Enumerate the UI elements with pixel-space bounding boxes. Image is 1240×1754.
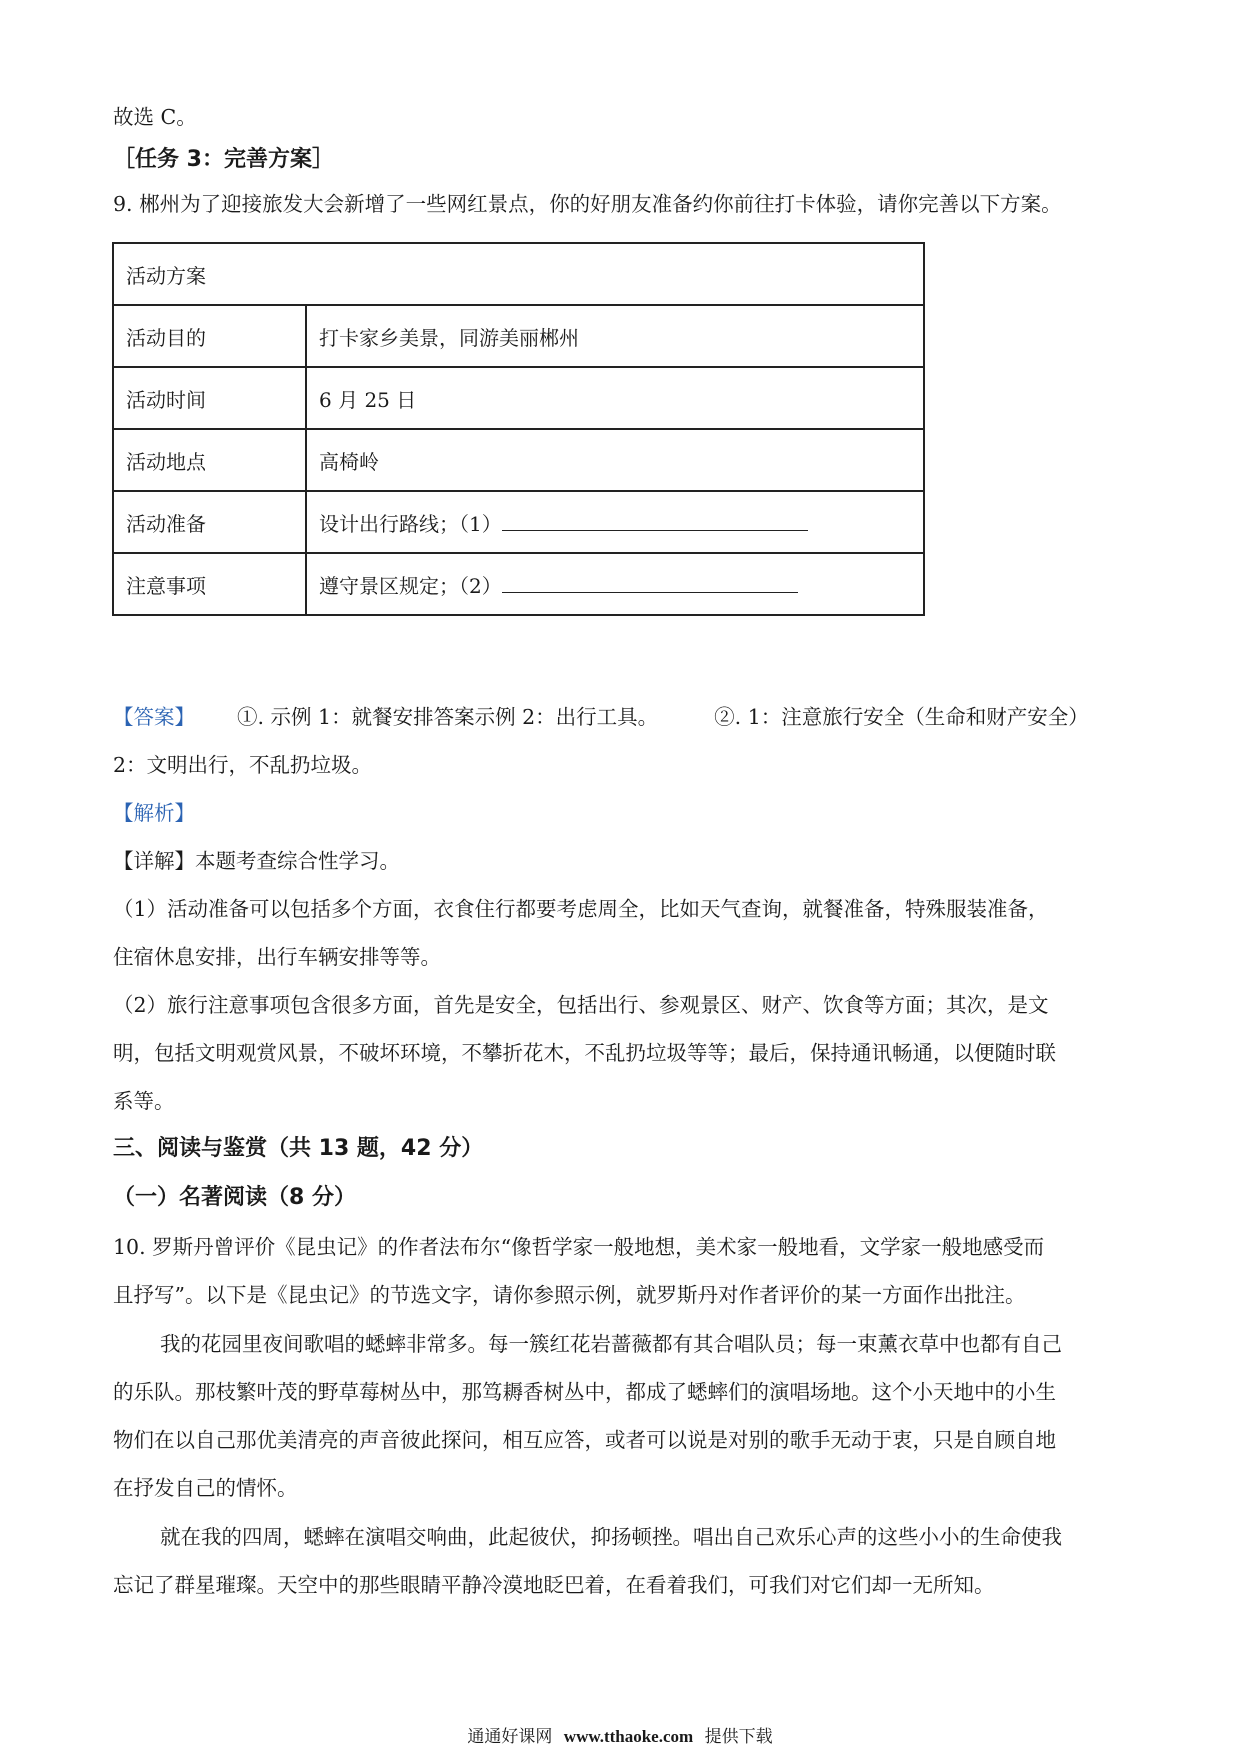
row-value: 遵守景区规定；（2） xyxy=(319,573,502,598)
analysis-p1a: （1）活动准备可以包括多个方面，衣食住行都要考虑周全，比如天气查询，就餐准备，特殊服装准备， xyxy=(113,897,1049,921)
footer-url[interactable]: www.tthaoke.com xyxy=(563,1727,694,1746)
answer-line-2: 2：文明出行，不乱扔垃圾。 xyxy=(113,753,373,777)
analysis-p2b: 明，包括文明观赏风景，不破坏环境，不攀折花木，不乱扔垃圾等等；最后，保持通讯畅通，以便随时联 xyxy=(113,1041,1056,1065)
row-value: 高椅岭 xyxy=(306,429,924,491)
row-label: 注意事项 xyxy=(113,553,306,615)
table-row xyxy=(113,429,924,491)
analysis-p2a: （2）旅行注意事项包含很多方面，首先是安全，包括出行、参观景区、财产、饮食等方面；其次，是文 xyxy=(113,993,1049,1017)
row-label: 活动地点 xyxy=(113,429,306,491)
row-label: 活动准备 xyxy=(113,491,306,553)
table-row xyxy=(113,305,924,367)
question-10-b: 且抒写”。以下是《昆虫记》的节选文字，请你参照示例，就罗斯丹对作者评价的某一方面作出批注。 xyxy=(113,1283,1026,1307)
question-10-a: 10. 罗斯丹曾评价《昆虫记》的作者法布尔“像哲学家一般地想，美术家一般地看，文学家一般地感受而 xyxy=(113,1235,1045,1259)
table-row xyxy=(113,491,924,553)
analysis-detail: 【详解】本题考查综合性学习。 xyxy=(113,849,400,873)
excerpt-p2a: 就在我的四周，蟋蟀在演唱交响曲，此起彼伏，抑扬顿挫。唱出自己欢乐心声的这些小小的生命使我 xyxy=(160,1525,1062,1549)
section-3-subheading: （一）名著阅读（8 分） xyxy=(113,1185,356,1210)
answer-conclusion: 故选 C。 xyxy=(113,105,197,129)
analysis-p2c: 系等。 xyxy=(113,1089,175,1113)
activity-plan-table xyxy=(112,242,925,616)
excerpt-p1d: 在抒发自己的情怀。 xyxy=(113,1476,298,1500)
answer-part-2: ②. 1：注意旅行安全（生命和财产安全） xyxy=(714,705,1089,729)
table-row xyxy=(113,367,924,429)
excerpt-p2b: 忘记了群星璀璨。天空中的那些眼睛平静冷漠地眨巴着，在看着我们，可我们对它们却一无所知。 xyxy=(113,1573,995,1597)
excerpt-p1c: 物们在以自己那优美清亮的声音彼此探问，相互应答，或者可以说是对别的歌手无动于衷，只是自顾自地 xyxy=(113,1428,1056,1452)
excerpt-p1b: 的乐队。那枝繁叶茂的野草莓树丛中，那笃耨香树丛中，都成了蟋蟀们的演唱场地。这个小天地中的小生 xyxy=(113,1380,1056,1404)
section-3-heading: 三、阅读与鉴赏（共 13 题，42 分） xyxy=(113,1136,484,1161)
row-value: 6 月 25 日 xyxy=(306,367,924,429)
row-label: 活动目的 xyxy=(113,305,306,367)
row-label: 活动时间 xyxy=(113,367,306,429)
row-value-with-blank xyxy=(306,491,924,553)
page-footer xyxy=(0,1722,1240,1747)
row-value: 打卡家乡美景，同游美丽郴州 xyxy=(306,305,924,367)
answer-line-1 xyxy=(113,703,1089,731)
footer-site-name: 通通好课网 xyxy=(467,1727,553,1747)
analysis-tag: 【解析】 xyxy=(113,801,195,825)
analysis-p1b: 住宿休息安排，出行车辆安排等等。 xyxy=(113,945,441,969)
row-value: 设计出行路线；（1） xyxy=(319,511,502,536)
answer-part-1: ①. 示例 1：就餐安排答案示例 2：出行工具。 xyxy=(237,705,659,729)
footer-provider: 提供下载 xyxy=(704,1727,773,1747)
fill-blank-1 xyxy=(502,512,808,531)
question-9: 9. 郴州为了迎接旅发大会新增了一些网红景点，你的好朋友准备约你前往打卡体验，请你完善以下方案。 xyxy=(113,192,1062,216)
table-header-row xyxy=(113,243,924,305)
table-row xyxy=(113,553,924,615)
table-header: 活动方案 xyxy=(113,243,924,305)
fill-blank-2 xyxy=(502,574,798,593)
task-heading: ［任务 3：完善方案］ xyxy=(113,147,334,172)
answer-tag: 【答案】 xyxy=(113,705,195,729)
row-value-with-blank xyxy=(306,553,924,615)
excerpt-p1a: 我的花园里夜间歌唱的蟋蟀非常多。每一簇红花岩蔷薇都有其合唱队员；每一束薰衣草中也都有自己 xyxy=(160,1332,1062,1356)
